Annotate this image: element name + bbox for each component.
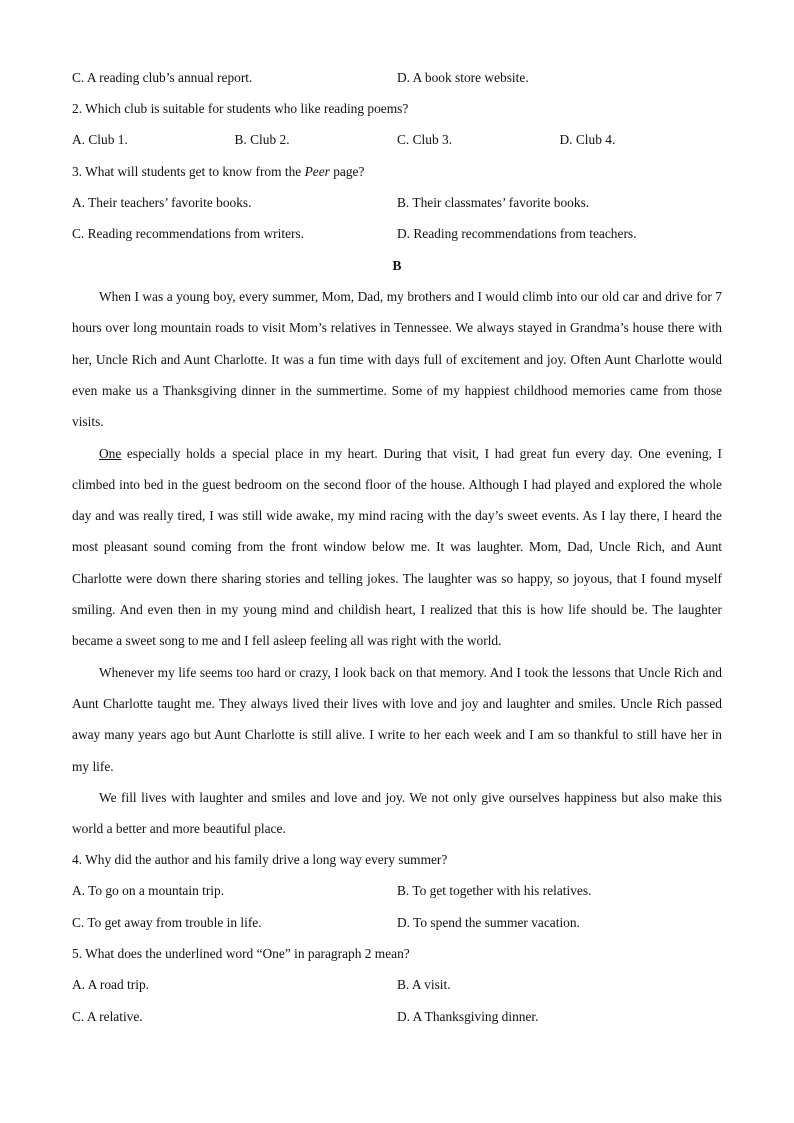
q3-stem-after: page?	[329, 163, 365, 179]
section-title: B	[392, 257, 402, 273]
q4-stem: 4. Why did the author and his family drive a long way every summer?	[72, 852, 448, 868]
q5-stem: 5. What does the underlined word “One” in paragraph 2 mean?	[72, 946, 410, 962]
q3-stem-italic: Peer	[304, 163, 330, 179]
q5-options-row-1	[72, 970, 722, 1001]
q5-option-a: A. A road trip.	[72, 977, 149, 993]
q4-options-row-2	[72, 907, 722, 938]
q3-options-row-2	[72, 218, 722, 249]
passage-paragraph-4: We fill lives with laughter and smiles and love and joy. We not only give ourselves happiness but also make this world a better and more beautiful place.	[72, 789, 722, 837]
q4-option-a: A. To go on a mountain trip.	[72, 883, 225, 899]
q1-options-row-2	[72, 62, 722, 93]
q3-option-a: A. Their teachers’ favorite books.	[72, 194, 252, 210]
q5-option-c: C. A relative.	[72, 1008, 143, 1024]
q2-option-c: C. Club 3.	[397, 132, 453, 148]
q4-options-row-1	[72, 876, 722, 907]
q2-option-d: D. Club 4.	[559, 132, 616, 148]
q4-option-d: D. To spend the summer vacation.	[397, 914, 580, 930]
q1-option-d: D. A book store website.	[397, 69, 529, 85]
q5-options-row-2	[72, 1001, 722, 1032]
q2-option-a: A. Club 1.	[72, 132, 128, 148]
q5-option-d: D. A Thanksgiving dinner.	[397, 1008, 539, 1024]
passage-paragraph-2	[72, 438, 722, 657]
q2-stem: 2. Which club is suitable for students who like reading poems?	[72, 101, 409, 117]
q3-option-b: B. Their classmates’ favorite books.	[397, 194, 590, 210]
q5-option-b: B. A visit.	[397, 977, 451, 993]
q3-options-row-1	[72, 187, 722, 218]
q3-stem-before: 3. What will students get to know from the	[72, 163, 305, 179]
passage-paragraph-3: Whenever my life seems too hard or crazy, I look back on that memory. And I took the lessons that Uncle Rich and Aunt Charlotte taught me. They always lived their lives with love and joy and laughter and smiles. Uncle Rich passed away many years ago but Aunt Charlotte is still alive. I write to her each week and I am so thankful to still have her in my life.	[72, 664, 722, 774]
underlined-word: One	[99, 445, 122, 461]
q2-option-b: B. Club 2.	[234, 132, 290, 148]
exam-page	[72, 62, 722, 1032]
q2-options-row	[72, 125, 722, 156]
q3-option-c: C. Reading recommendations from writers.	[72, 226, 305, 242]
q3-stem	[72, 156, 722, 187]
q3-option-d: D. Reading recommendations from teachers.	[397, 226, 637, 242]
q4-option-c: C. To get away from trouble in life.	[72, 914, 262, 930]
q1-option-c: C. A reading club’s annual report.	[72, 69, 253, 85]
q4-option-b: B. To get together with his relatives.	[397, 883, 592, 899]
paragraph-2-rest: especially holds a special place in my heart. During that visit, I had great fun every day. One evening, I climbed into bed in the guest bedroom on the second floor of the house. Although I had played and explored the whole day and was really tired, I was still wide awake, my mind racing with the day’s sweet events. As I lay there, I heard the most pleasant sound coming from the front window below me. It was laughter. Mom, Dad, Uncle Rich, and Aunt Charlotte were down there sharing stories and telling jokes. The laughter was so happy, so joyous, that I found myself smiling. And even then in my young mind and childish heart, I realized that this is how life should be. The laughter became a sweet song to me and I fell asleep feeling all was right with the world.	[72, 445, 722, 649]
passage-paragraph-1: When I was a young boy, every summer, Mom, Dad, my brothers and I would climb into our old car and drive for 7 hours over long mountain roads to visit Mom’s relatives in Tennessee. We always stayed in Grandma’s house there with her, Uncle Rich and Aunt Charlotte. It was a fun time with days full of excitement and joy. Often Aunt Charlotte would even make us a Thanksgiving dinner in the summertime. Some of my happiest childhood memories came from those visits.	[72, 289, 722, 430]
